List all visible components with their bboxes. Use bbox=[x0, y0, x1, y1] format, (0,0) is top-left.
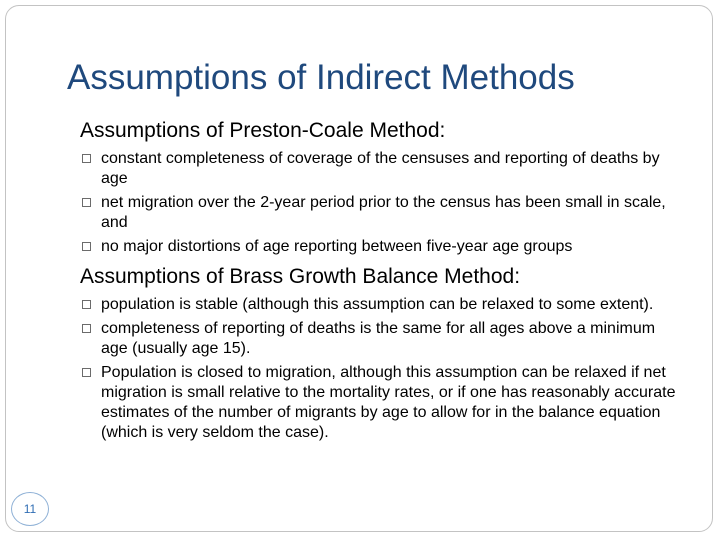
list-item bbox=[82, 295, 682, 315]
checkbox-bullet-icon bbox=[82, 154, 91, 163]
preston-coale-bullet-list bbox=[82, 149, 682, 261]
bullet-text: Population is closed to migration, although this assumption can be relaxed if net migration is small relative to the mortality rates, or if one has reasonably accurate estimates of the number of migrants by age to allow for in the balance equation (which is very seldom the case). bbox=[101, 364, 676, 441]
list-item bbox=[82, 193, 682, 233]
checkbox-bullet-icon bbox=[82, 300, 91, 309]
bullet-text: constant completeness of coverage of the censuses and reporting of deaths by age bbox=[101, 150, 660, 187]
list-item bbox=[82, 319, 682, 359]
bullet-text: no major distortions of age reporting between five-year age groups bbox=[101, 238, 573, 255]
bullet-text: population is stable (although this assumption can be relaxed to some extent). bbox=[101, 296, 654, 313]
checkbox-bullet-icon bbox=[82, 242, 91, 251]
list-item bbox=[82, 149, 682, 189]
list-item bbox=[82, 363, 682, 443]
checkbox-bullet-icon bbox=[82, 368, 91, 377]
brass-growth-balance-bullet-list bbox=[82, 295, 682, 447]
page-number-badge: 11 bbox=[11, 492, 49, 526]
bullet-text: completeness of reporting of deaths is the same for all ages above a minimum age (usually age 15). bbox=[101, 320, 656, 357]
checkbox-bullet-icon bbox=[82, 324, 91, 333]
slide-title: Assumptions of Indirect Methods bbox=[67, 58, 575, 97]
checkbox-bullet-icon bbox=[82, 198, 91, 207]
list-item bbox=[82, 237, 682, 257]
bullet-text: net migration over the 2-year period prior to the census has been small in scale, and bbox=[101, 194, 666, 231]
section-heading-preston-coale: Assumptions of Preston-Coale Method: bbox=[80, 119, 446, 142]
section-heading-brass-growth-balance: Assumptions of Brass Growth Balance Method: bbox=[80, 265, 521, 288]
